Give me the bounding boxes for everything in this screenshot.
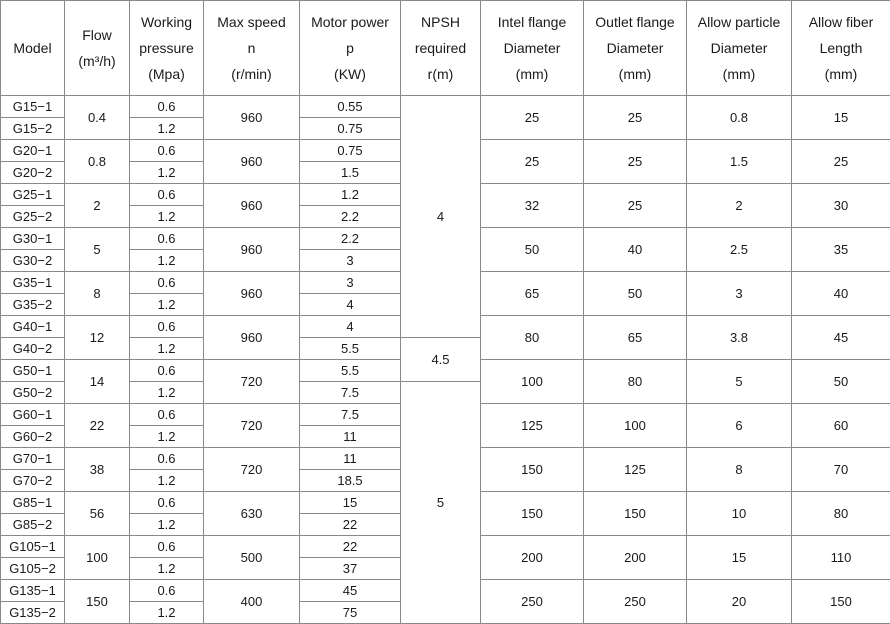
header-outlet-line: Diameter (606, 40, 664, 56)
header-particle-line: Allow particle (697, 14, 781, 30)
model-cell: G135−1 (1, 580, 65, 602)
power-cell: 4 (300, 316, 401, 338)
power-cell: 4 (300, 294, 401, 316)
inlet-diameter-cell: 25 (481, 140, 584, 184)
header-particle (687, 1, 792, 96)
fiber-length-cell: 45 (792, 316, 890, 360)
inlet-diameter-cell: 50 (481, 228, 584, 272)
inlet-diameter-cell: 200 (481, 536, 584, 580)
header-inlet-line: (mm) (515, 66, 549, 82)
pressure-cell: 1.2 (130, 162, 204, 184)
speed-cell: 720 (204, 448, 300, 492)
model-cell: G135−2 (1, 602, 65, 624)
speed-cell: 960 (204, 272, 300, 316)
model-cell: G60−1 (1, 404, 65, 426)
flow-cell: 14 (65, 360, 130, 404)
model-cell: G35−1 (1, 272, 65, 294)
power-cell: 2.2 (300, 228, 401, 250)
pressure-cell: 1.2 (130, 294, 204, 316)
model-cell: G15−1 (1, 96, 65, 118)
outlet-diameter-cell: 100 (584, 404, 687, 448)
power-cell: 5.5 (300, 338, 401, 360)
header-inlet-line: Intel flange (497, 14, 567, 30)
outlet-diameter-cell: 25 (584, 140, 687, 184)
header-outlet (584, 1, 687, 96)
power-cell: 2.2 (300, 206, 401, 228)
flow-cell: 150 (65, 580, 130, 624)
pressure-cell: 1.2 (130, 602, 204, 624)
particle-diameter-cell: 3.8 (687, 316, 792, 360)
flow-cell: 2 (65, 184, 130, 228)
header-pressure-line: (Mpa) (148, 66, 185, 82)
inlet-diameter-cell: 80 (481, 316, 584, 360)
speed-cell: 960 (204, 184, 300, 228)
particle-diameter-cell: 2.5 (687, 228, 792, 272)
model-cell: G35−2 (1, 294, 65, 316)
outlet-diameter-cell: 65 (584, 316, 687, 360)
pressure-cell: 0.6 (130, 492, 204, 514)
model-cell: G40−2 (1, 338, 65, 360)
header-model (1, 1, 65, 96)
model-cell: G30−1 (1, 228, 65, 250)
header-npsh-line: r(m) (427, 66, 454, 82)
outlet-diameter-cell: 250 (584, 580, 687, 624)
outlet-diameter-cell: 50 (584, 272, 687, 316)
power-cell: 11 (300, 448, 401, 470)
pressure-cell: 0.6 (130, 580, 204, 602)
header-particle-line: Diameter (710, 40, 768, 56)
power-cell: 5.5 (300, 360, 401, 382)
header-pressure-line: pressure (139, 40, 194, 56)
speed-cell: 960 (204, 316, 300, 360)
model-cell: G60−2 (1, 426, 65, 448)
power-cell: 18.5 (300, 470, 401, 492)
pressure-cell: 0.6 (130, 272, 204, 294)
header-flow-line: (m³/h) (78, 53, 116, 69)
pressure-cell: 0.6 (130, 536, 204, 558)
particle-diameter-cell: 2 (687, 184, 792, 228)
particle-diameter-cell: 20 (687, 580, 792, 624)
pressure-cell: 0.6 (130, 96, 204, 118)
inlet-diameter-cell: 65 (481, 272, 584, 316)
power-cell: 22 (300, 514, 401, 536)
power-cell: 45 (300, 580, 401, 602)
flow-cell: 22 (65, 404, 130, 448)
pressure-cell: 1.2 (130, 514, 204, 536)
pressure-cell: 0.6 (130, 316, 204, 338)
header-flow (65, 1, 130, 96)
flow-cell: 56 (65, 492, 130, 536)
inlet-diameter-cell: 100 (481, 360, 584, 404)
particle-diameter-cell: 0.8 (687, 96, 792, 140)
outlet-diameter-cell: 80 (584, 360, 687, 404)
fiber-length-cell: 150 (792, 580, 890, 624)
outlet-diameter-cell: 25 (584, 96, 687, 140)
model-cell: G50−2 (1, 382, 65, 404)
flow-cell: 0.8 (65, 140, 130, 184)
header-outlet-line: Outlet flange (595, 14, 675, 30)
power-cell: 1.5 (300, 162, 401, 184)
header-model-line: Model (13, 40, 52, 56)
power-cell: 0.55 (300, 96, 401, 118)
particle-diameter-cell: 1.5 (687, 140, 792, 184)
model-cell: G50−1 (1, 360, 65, 382)
pressure-cell: 0.6 (130, 404, 204, 426)
pressure-cell: 1.2 (130, 426, 204, 448)
model-cell: G105−1 (1, 536, 65, 558)
flow-cell: 5 (65, 228, 130, 272)
speed-cell: 720 (204, 404, 300, 448)
power-cell: 3 (300, 250, 401, 272)
pressure-cell: 0.6 (130, 228, 204, 250)
header-speed-line: Max speed (217, 14, 286, 30)
particle-diameter-cell: 8 (687, 448, 792, 492)
outlet-diameter-cell: 40 (584, 228, 687, 272)
speed-cell: 500 (204, 536, 300, 580)
outlet-diameter-cell: 125 (584, 448, 687, 492)
power-cell: 15 (300, 492, 401, 514)
flow-cell: 0.4 (65, 96, 130, 140)
header-power-line: (KW) (334, 66, 366, 82)
header-inlet-line: Diameter (503, 40, 561, 56)
inlet-diameter-cell: 32 (481, 184, 584, 228)
model-cell: G20−1 (1, 140, 65, 162)
flow-cell: 100 (65, 536, 130, 580)
header-row (1, 1, 890, 96)
fiber-length-cell: 80 (792, 492, 890, 536)
inlet-diameter-cell: 150 (481, 492, 584, 536)
flow-cell: 12 (65, 316, 130, 360)
npsh-cell: 5 (401, 382, 481, 624)
inlet-diameter-cell: 250 (481, 580, 584, 624)
fiber-length-cell: 110 (792, 536, 890, 580)
header-power-line: Motor power (311, 14, 389, 30)
pressure-cell: 1.2 (130, 118, 204, 140)
speed-cell: 960 (204, 228, 300, 272)
power-cell: 0.75 (300, 140, 401, 162)
model-cell: G70−2 (1, 470, 65, 492)
power-cell: 3 (300, 272, 401, 294)
model-cell: G20−2 (1, 162, 65, 184)
model-cell: G15−2 (1, 118, 65, 140)
power-cell: 22 (300, 536, 401, 558)
pressure-cell: 1.2 (130, 470, 204, 492)
fiber-length-cell: 70 (792, 448, 890, 492)
inlet-diameter-cell: 150 (481, 448, 584, 492)
particle-diameter-cell: 5 (687, 360, 792, 404)
model-cell: G25−2 (1, 206, 65, 228)
header-inlet (481, 1, 584, 96)
power-cell: 75 (300, 602, 401, 624)
header-npsh (401, 1, 481, 96)
speed-cell: 960 (204, 96, 300, 140)
fiber-length-cell: 60 (792, 404, 890, 448)
header-npsh-line: NPSH (421, 14, 460, 30)
header-pressure-line: Working (140, 14, 193, 30)
inlet-diameter-cell: 125 (481, 404, 584, 448)
header-speed (204, 1, 300, 96)
header-speed-line: n (247, 40, 256, 56)
header-fiber-line: (mm) (824, 66, 858, 82)
pressure-cell: 0.6 (130, 140, 204, 162)
model-cell: G70−1 (1, 448, 65, 470)
header-particle-line: (mm) (722, 66, 756, 82)
fiber-length-cell: 40 (792, 272, 890, 316)
table-row (1, 96, 890, 118)
particle-diameter-cell: 10 (687, 492, 792, 536)
fiber-length-cell: 30 (792, 184, 890, 228)
header-outlet-line: (mm) (618, 66, 652, 82)
power-cell: 7.5 (300, 382, 401, 404)
speed-cell: 400 (204, 580, 300, 624)
header-npsh-line: required (414, 40, 467, 56)
fiber-length-cell: 50 (792, 360, 890, 404)
header-pressure (130, 1, 204, 96)
particle-diameter-cell: 15 (687, 536, 792, 580)
power-cell: 0.75 (300, 118, 401, 140)
flow-cell: 38 (65, 448, 130, 492)
speed-cell: 720 (204, 360, 300, 404)
spec-table-body (1, 96, 890, 624)
speed-cell: 960 (204, 140, 300, 184)
power-cell: 1.2 (300, 184, 401, 206)
model-cell: G40−1 (1, 316, 65, 338)
model-cell: G105−2 (1, 558, 65, 580)
inlet-diameter-cell: 25 (481, 96, 584, 140)
npsh-cell: 4.5 (401, 338, 481, 382)
header-fiber-line: Length (819, 40, 863, 56)
outlet-diameter-cell: 200 (584, 536, 687, 580)
pressure-cell: 0.6 (130, 448, 204, 470)
header-fiber-line: Allow fiber (808, 14, 874, 30)
header-speed-line: (r/min) (231, 66, 272, 82)
speed-cell: 630 (204, 492, 300, 536)
power-cell: 7.5 (300, 404, 401, 426)
fiber-length-cell: 15 (792, 96, 890, 140)
power-cell: 11 (300, 426, 401, 448)
particle-diameter-cell: 6 (687, 404, 792, 448)
pressure-cell: 0.6 (130, 184, 204, 206)
fiber-length-cell: 35 (792, 228, 890, 272)
pressure-cell: 0.6 (130, 360, 204, 382)
outlet-diameter-cell: 25 (584, 184, 687, 228)
power-cell: 37 (300, 558, 401, 580)
header-flow-line: Flow (82, 27, 112, 43)
pressure-cell: 1.2 (130, 206, 204, 228)
npsh-cell: 4 (401, 96, 481, 338)
fiber-length-cell: 25 (792, 140, 890, 184)
pressure-cell: 1.2 (130, 338, 204, 360)
header-fiber (792, 1, 890, 96)
header-power-line: p (346, 40, 354, 56)
pressure-cell: 1.2 (130, 250, 204, 272)
flow-cell: 8 (65, 272, 130, 316)
model-cell: G30−2 (1, 250, 65, 272)
header-power (300, 1, 401, 96)
model-cell: G85−2 (1, 514, 65, 536)
model-cell: G25−1 (1, 184, 65, 206)
model-cell: G85−1 (1, 492, 65, 514)
pressure-cell: 1.2 (130, 558, 204, 580)
pressure-cell: 1.2 (130, 382, 204, 404)
particle-diameter-cell: 3 (687, 272, 792, 316)
outlet-diameter-cell: 150 (584, 492, 687, 536)
